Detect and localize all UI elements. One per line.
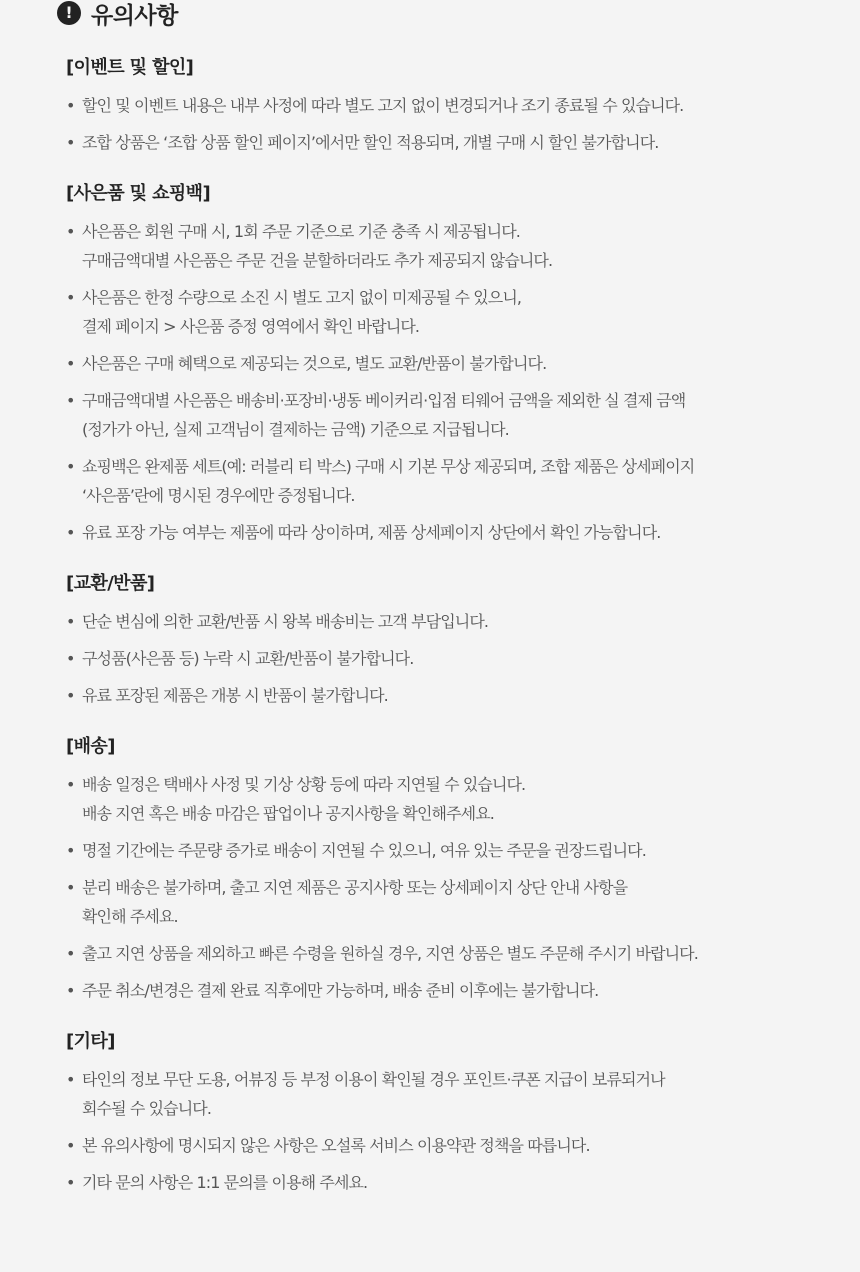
list-item-text: 확인해 주세요. <box>82 907 178 926</box>
bullet-icon: • <box>66 1173 75 1192</box>
list-item-text: 출고 지연 상품을 제외하고 빠른 수령을 원하실 경우, 지연 상품은 별도 주문해 주시기 바랍니다. <box>82 944 698 963</box>
notice-section <box>66 176 826 547</box>
list-item-text: 구매금액대별 사은품은 주문 건을 분할하더라도 추가 제공되지 않습니다. <box>82 251 553 270</box>
exclamation-circle-icon: ! <box>57 1 81 25</box>
list-item <box>66 452 826 510</box>
bullet-icon: • <box>66 354 75 373</box>
list-item <box>66 1168 826 1197</box>
bullet-icon: • <box>66 222 75 241</box>
bullet-icon: • <box>66 1070 75 1089</box>
notice-list <box>66 91 826 157</box>
notice-section <box>66 566 826 710</box>
list-item <box>66 386 826 444</box>
list-item-text: 본 유의사항에 명시되지 않은 사항은 오설록 서비스 이용약관 정책을 따릅니다. <box>82 1136 590 1155</box>
list-item-text: 명절 기간에는 주문량 증가로 배송이 지연될 수 있으니, 여유 있는 주문을 권장드립니다. <box>82 841 646 860</box>
list-item <box>66 283 826 341</box>
section-title: [사은품 및 쇼핑백] <box>66 183 211 204</box>
bullet-icon: • <box>66 686 75 705</box>
list-item-text: 사은품은 한정 수량으로 소진 시 별도 고지 없이 미제공될 수 있으니, <box>82 288 522 307</box>
list-item-text: 구매금액대별 사은품은 배송비·포장비·냉동 베이커리·입점 티웨어 금액을 제외한 실 결제 금액 <box>82 391 686 410</box>
list-item <box>66 976 826 1005</box>
list-item-text: 유료 포장 가능 여부는 제품에 따라 상이하며, 제품 상세페이지 상단에서 확인 가능합니다. <box>82 523 661 542</box>
list-item-text: 배송 지연 혹은 배송 마감은 팝업이나 공지사항을 확인해주세요. <box>82 804 494 823</box>
notice-section <box>66 729 826 1005</box>
list-item <box>66 349 826 378</box>
list-item-text: 사은품은 구매 혜택으로 제공되는 것으로, 별도 교환/반품이 불가합니다. <box>82 354 547 373</box>
list-item-text: (정가가 아닌, 실제 고객님이 결제하는 금액) 기준으로 지급됩니다. <box>82 420 509 439</box>
list-item-text: 배송 일정은 택배사 사정 및 기상 상황 등에 따라 지연될 수 있습니다. <box>82 775 526 794</box>
notice-header <box>57 0 178 29</box>
section-title: [이벤트 및 할인] <box>66 57 194 78</box>
list-item-text: 기타 문의 사항은 1:1 문의를 이용해 주세요. <box>82 1173 368 1192</box>
list-item-text: 유료 포장된 제품은 개봉 시 반품이 불가합니다. <box>82 686 388 705</box>
bullet-icon: • <box>66 1136 75 1155</box>
notice-list <box>66 1065 826 1197</box>
bullet-icon: • <box>66 841 75 860</box>
bullet-icon: • <box>66 391 75 410</box>
list-item <box>66 836 826 865</box>
bullet-icon: • <box>66 612 75 631</box>
list-item <box>66 1065 826 1123</box>
notice-section <box>66 50 826 157</box>
bullet-icon: • <box>66 288 75 307</box>
list-item <box>66 873 826 931</box>
list-item-text: 분리 배송은 불가하며, 출고 지연 제품은 공지사항 또는 상세페이지 상단 안내 사항을 <box>82 878 628 897</box>
list-item <box>66 518 826 547</box>
list-item-text: 결제 페이지 > 사은품 증정 영역에서 확인 바랍니다. <box>82 317 420 336</box>
section-title: [배송] <box>66 736 115 757</box>
list-item <box>66 681 826 710</box>
bullet-icon: • <box>66 457 75 476</box>
list-item <box>66 1131 826 1160</box>
bullet-icon: • <box>66 649 75 668</box>
list-item <box>66 644 826 673</box>
list-item-text: 사은품은 회원 구매 시, 1회 주문 기준으로 기준 충족 시 제공됩니다. <box>82 222 520 241</box>
list-item-text: 할인 및 이벤트 내용은 내부 사정에 따라 별도 고지 없이 변경되거나 조기 종료될 수 있습니다. <box>82 96 684 115</box>
list-item-text: 쇼핑백은 완제품 세트(예: 러블리 티 박스) 구매 시 기본 무상 제공되며, 조합 제품은 상세페이지 <box>82 457 695 476</box>
list-item <box>66 217 826 275</box>
list-item <box>66 939 826 968</box>
bullet-icon: • <box>66 96 75 115</box>
section-title: [교환/반품] <box>66 573 155 594</box>
list-item <box>66 607 826 636</box>
list-item-text: 단순 변심에 의한 교환/반품 시 왕복 배송비는 고객 부담입니다. <box>82 612 489 631</box>
list-item-text: 조합 상품은 ‘조합 상품 할인 페이지’에서만 할인 적용되며, 개별 구매 시 할인 불가합니다. <box>82 133 659 152</box>
bullet-icon: • <box>66 878 75 897</box>
bullet-icon: • <box>66 775 75 794</box>
bullet-icon: • <box>66 133 75 152</box>
bullet-icon: • <box>66 981 75 1000</box>
notice-title: 유의사항 <box>91 2 178 29</box>
list-item-text: 회수될 수 있습니다. <box>82 1099 212 1118</box>
notice-list <box>66 770 826 1005</box>
list-item-text: 구성품(사은품 등) 누락 시 교환/반품이 불가합니다. <box>82 649 414 668</box>
list-item-text: ‘사은품’란에 명시된 경우에만 증정됩니다. <box>82 486 355 505</box>
list-item <box>66 128 826 157</box>
list-item-text: 타인의 정보 무단 도용, 어뷰징 등 부정 이용이 확인될 경우 포인트·쿠폰 지급이 보류되거나 <box>82 1070 665 1089</box>
bullet-icon: • <box>66 944 75 963</box>
list-item-text: 주문 취소/변경은 결제 완료 직후에만 가능하며, 배송 준비 이후에는 불가합니다. <box>82 981 599 1000</box>
section-title: [기타] <box>66 1031 115 1052</box>
notice-list <box>66 607 826 710</box>
notice-content <box>66 50 826 1216</box>
list-item <box>66 770 826 828</box>
notice-section <box>66 1024 826 1197</box>
list-item <box>66 91 826 120</box>
bullet-icon: • <box>66 523 75 542</box>
notice-list <box>66 217 826 547</box>
